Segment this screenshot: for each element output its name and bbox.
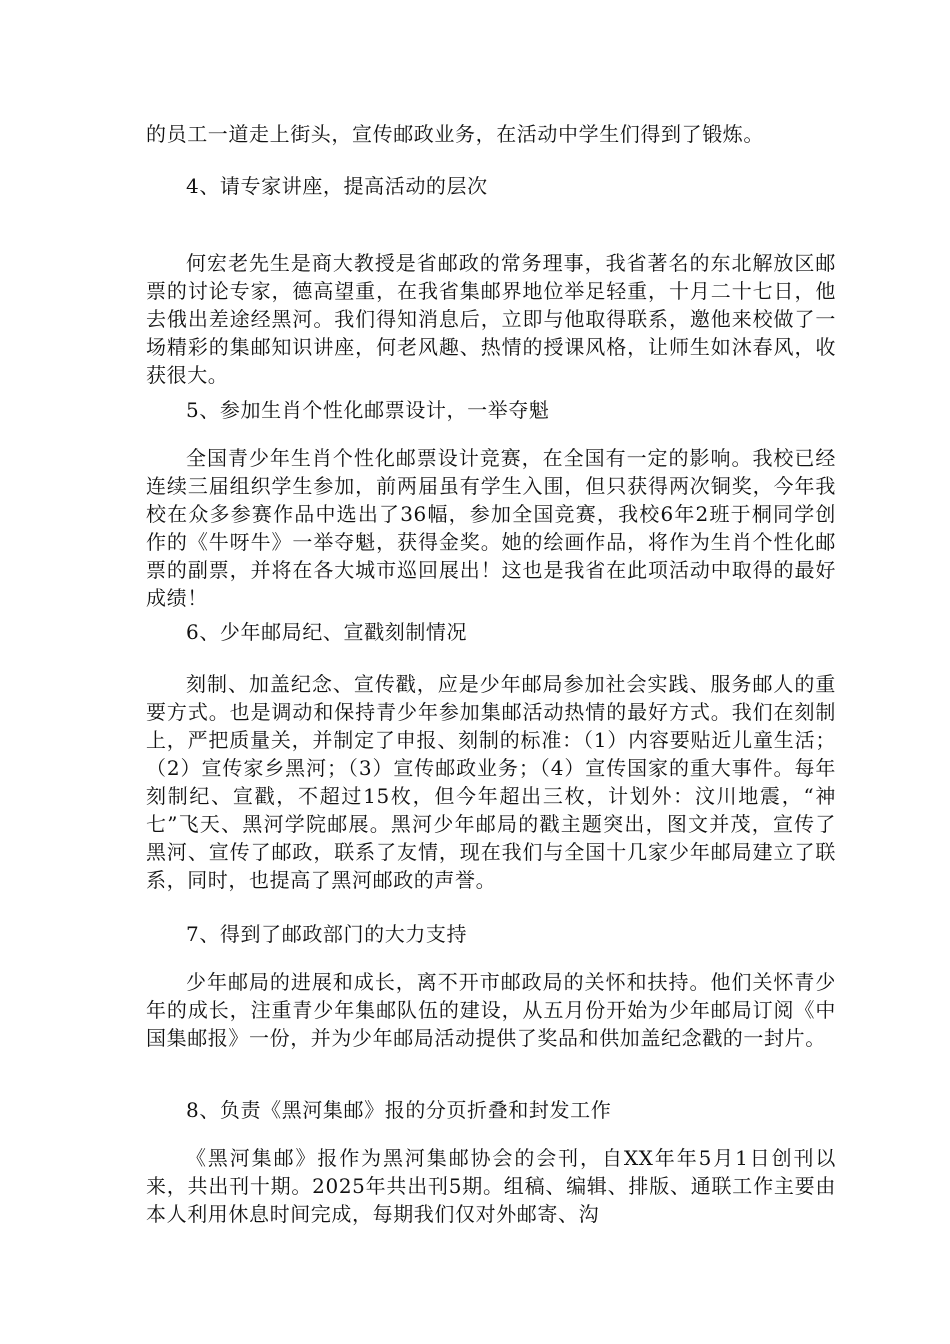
paragraph-section-5: 全国青少年生肖个性化邮票设计竞赛，在全国有一定的影响。我校已经连续三届组织学生参加，前两届虽有学生入围，但只获得两次铜奖，今年我校在众多参赛作品中选出了36幅，参加全国竞赛，我校6年2班于桐同学创作的《牛呀牛》一举夺魁，获得金奖。她的绘画作品，将作为生肖个性化邮票的副票，并将在各大城市巡回展出！这也是我省在此项活动中取得的最好成绩！ [146,446,836,610]
paragraph-section-8: 《黑河集邮》报作为黑河集邮协会的会刊，自XX年年5月1日创刊以来，共出刊十期。2025年共出刊5期。组稿、编辑、排版、通联工作主要由本人利用休息时间完成，每期我们仅对外邮寄、沟 [146,1146,836,1226]
section-heading-5: 5、参加生肖个性化邮票设计，一举夺魁 [186,398,550,422]
section-heading-7: 7、得到了邮政部门的大力支持 [186,922,468,946]
paragraph-section-6: 刻制、加盖纪念、宣传戳，应是少年邮局参加社会实践、服务邮人的重要方式。也是调动和保持青少年参加集邮活动热情的最好方式。我们在刻制上，严把质量关，并制定了申报、刻制的标准：（1）内容要贴近儿童生活；（2）宣传家乡黑河；（3）宣传邮政业务；（4）宣传国家的重大事件。每年刻制纪、宣戳，不超过15枚，但今年超出三枚，计划外：汶川地震，“神七”飞天、黑河学院邮展。黑河少年邮局的戳主题突出，图文并茂，宣传了黑河、宣传了邮政，联系了友情，现在我们与全国十几家少年邮局建立了联系，同时，也提高了黑河邮政的声誉。 [146,672,836,892]
section-heading-8: 8、负责《黑河集邮》报的分页折叠和封发工作 [186,1098,612,1122]
paragraph-continued: 的员工一道走上街头，宣传邮政业务，在活动中学生们得到了锻炼。 [146,122,764,146]
section-heading-4: 4、请专家讲座，提高活动的层次 [186,174,488,198]
paragraph-section-7: 少年邮局的进展和成长，离不开市邮政局的关怀和扶持。他们关怀青少年的成长，注重青少年集邮队伍的建设，从五月份开始为少年邮局订阅《中国集邮报》一份，并为少年邮局活动提供了奖品和供加盖纪念戳的一封片。 [146,970,836,1050]
section-heading-6: 6、少年邮局纪、宣戳刻制情况 [186,620,468,644]
paragraph-section-4: 何宏老先生是商大教授是省邮政的常务理事，我省著名的东北解放区邮票的讨论专家，德高望重，在我省集邮界地位举足轻重，十月二十七日，他去俄出差途经黑河。我们得知消息后，立即与他取得联系，邀他来校做了一场精彩的集邮知识讲座，何老风趣、热情的授课风格，让师生如沐春风，收获很大。 [146,251,836,387]
